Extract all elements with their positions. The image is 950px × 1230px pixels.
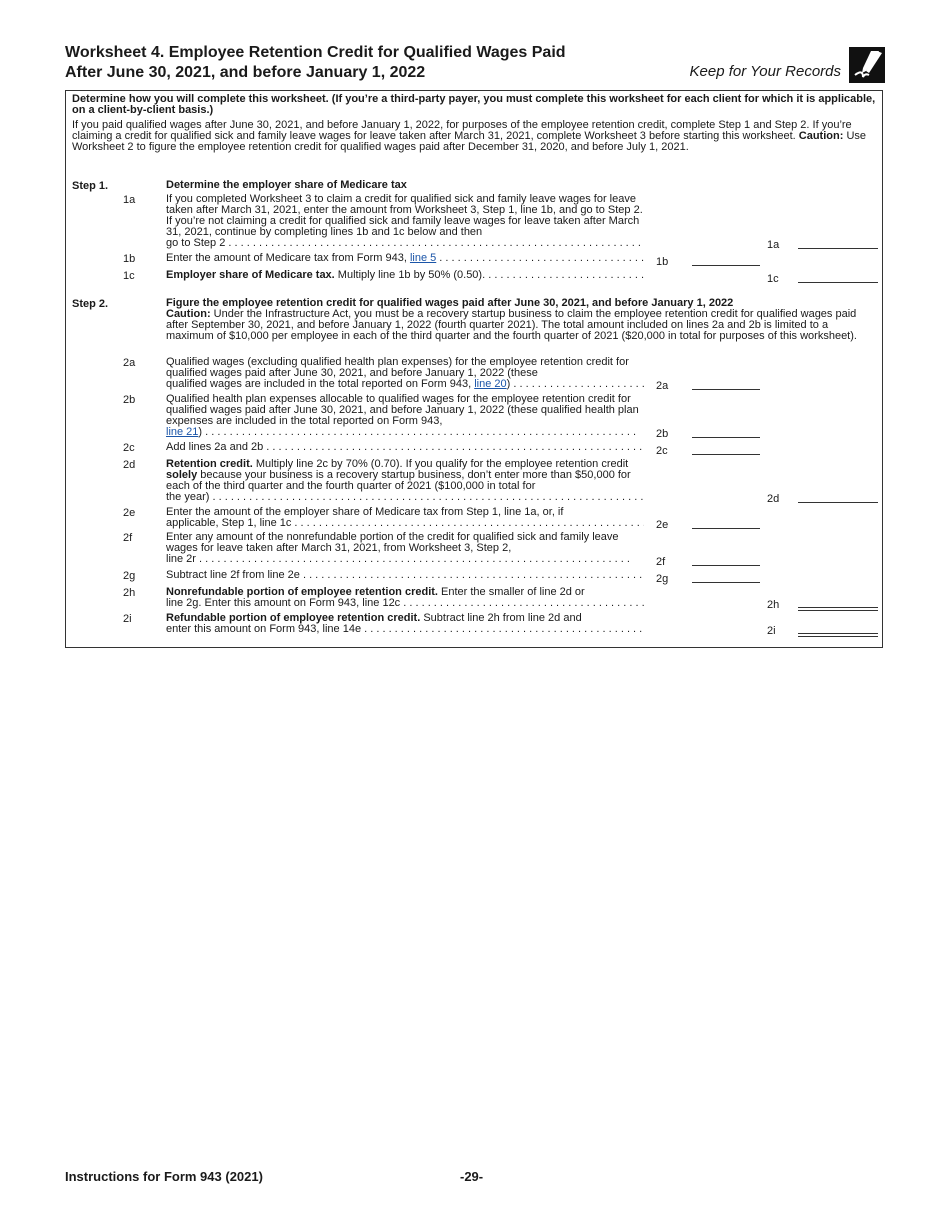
line-2d-body-a: Multiply line 2c by 70% (0.70). If you qualify for the employee retention credit (255, 458, 629, 470)
line-2f-text (166, 532, 646, 565)
intro-caution-label: Caution: (798, 130, 844, 142)
line-2i-last: enter this amount on Form 943, line 14e . . . (166, 624, 644, 635)
line-2i-text (166, 613, 646, 635)
worksheet-title-line2: After June 30, 2021, and before January 1, 2022 (65, 64, 426, 81)
step2-caution-text: Under the Infrastructure Act, you must be a recovery startup business to claim the employee retention credit for qualified wages paid after September 30, 2021, and before January 1, 2022 (fourth quarter 2021). The total amount included on lines 2a and 2b is limited to a maximum of $10,000 per employee in each of the third quarter and the fourth quarter of 2021 ($20,000 in total for purposes of this worksheet). (166, 308, 857, 342)
line-2b-link[interactable]: line 21 (166, 427, 199, 438)
line-2d-field[interactable] (798, 502, 878, 503)
line-2c-code: 2c (123, 442, 135, 454)
line-2d-code: 2d (123, 459, 136, 471)
line-2f-last: line 2r . . . (166, 554, 644, 565)
intro-bold: Determine how you will complete this worksheet. (If you’re a third-party payer, you must complete this worksheet for each client for which it is applicable, on a client-by-client basis.) (72, 93, 876, 116)
line-1b-code: 1b (123, 253, 136, 265)
line-2i-bold: Refundable portion of employee retention credit. (166, 612, 421, 624)
line-2c-field[interactable] (692, 454, 760, 455)
line-2a-last (166, 379, 644, 390)
line-2d-bold: Retention credit. (166, 458, 253, 470)
line-1a-field[interactable] (798, 248, 878, 249)
line-1c-field[interactable] (798, 282, 878, 283)
step2-label: Step 2. (72, 298, 109, 310)
step2-caution (166, 309, 866, 342)
line-1c-body (166, 270, 644, 281)
line-1c-bold: Employer share of Medicare tax. (166, 270, 335, 281)
line-2h-text (166, 587, 646, 609)
line-2d-body-b: because your business is a recovery startup business, don’t enter more than $50,000 for each of the third quarter and the fourth quarter of 2021 ($100,000 in total for (166, 469, 631, 492)
line-2e-code: 2e (123, 507, 136, 519)
line-2f-mid-code: 2f (656, 556, 666, 568)
line-2b-after: ) (198, 427, 203, 438)
line-2d-text (166, 459, 646, 503)
intro-text-a: If you paid qualified wages after June 30, 2021, and before January 1, 2022, for purposes of the employee retention credit, complete Step 1 and Step 2. If you’re claiming a credit for qualified sick and family leave wages for leave taken after March 31, 2021, complete Worksheet 3 before starting this worksheet. (72, 119, 852, 142)
line-2f-body: Enter any amount of the nonrefundable portion of the credit for qualified sick and family leave wages for leave taken after March 31, 2021, from Worksheet 3, Step 2, (166, 531, 619, 554)
line-2b-body: Qualified health plan expenses allocable to qualified wages for the employee retention credit for qualified wages paid after June 30, 2021, and before January 1, 2022 (these qualified health plan expenses are included in the total reported on Form 943, (166, 393, 639, 427)
line-2c-body: Add lines 2a and 2b . . . (166, 442, 644, 453)
step2-title: Figure the employee retention credit for qualified wages paid after June 30, 2021, and before January 1, 2022 (166, 297, 734, 309)
line-2g-code: 2g (123, 570, 136, 582)
line-2a-after: ) (506, 379, 511, 390)
line-1b-text (166, 253, 646, 264)
line-2a-field[interactable] (692, 389, 760, 390)
line-2d-last: the year) . . . (166, 492, 644, 503)
line-2e-mid-code: 2e (656, 519, 669, 531)
footer-page-number: -29- (460, 1169, 484, 1184)
line-2h-field[interactable] (798, 607, 878, 611)
line-2e-field[interactable] (692, 528, 760, 529)
step2-caution-label: Caution: (166, 308, 211, 320)
intro-text-b: Use Worksheet 2 to figure the employee retention credit for qualified wages paid after December 31, 2020, and before July 1, 2021. (72, 130, 867, 153)
line-2g-body: Subtract line 2f from line 2e . . . (166, 570, 644, 581)
line-2e-body: Enter the amount of the employer share of Medicare tax from Step 1, line 1a, or, if (166, 506, 564, 518)
line-1a-right-code: 1a (767, 239, 780, 251)
intro-block (72, 94, 878, 153)
line-2h-code: 2h (123, 587, 136, 599)
line-2g-field[interactable] (692, 582, 760, 583)
line-2i-right-code: 2i (767, 625, 776, 637)
line-2b-last (166, 427, 644, 438)
line-2a-link[interactable]: line 20 (474, 379, 507, 390)
line-2b-code: 2b (123, 394, 136, 406)
worksheet-title-line1: Worksheet 4. Employee Retention Credit for Qualified Wages Paid (65, 44, 566, 61)
line-2h-right-code: 2h (767, 599, 780, 611)
line-2f-code: 2f (123, 532, 133, 544)
step1-label: Step 1. (72, 180, 109, 192)
line-1b-field[interactable] (692, 265, 760, 266)
line-2a-mid-code: 2a (656, 380, 669, 392)
footer-form-name: Instructions for Form 943 (2021) (65, 1169, 263, 1184)
step1-title: Determine the employer share of Medicare tax (166, 179, 407, 191)
line-1b-link[interactable]: line 5 (409, 253, 437, 264)
line-2d-right-code: 2d (767, 493, 780, 505)
line-2i-code: 2i (123, 613, 132, 625)
line-1a-body: If you completed Worksheet 3 to claim a credit for qualified sick and family leave wages for leave taken after March 31, 2021, enter the amount from Worksheet 3, Step 1, line 1b, and go to Step 2. If you’re not claiming a credit for qualified sick and family leave wages for leave taken after March 31, 2021, continue by completing lines 1b and 1c below and then (166, 193, 643, 238)
line-2c-text (166, 442, 646, 453)
line-2e-text (166, 507, 646, 529)
line-1c-code: 1c (123, 270, 135, 282)
line-1b-body (166, 253, 644, 264)
line-1c-text (166, 270, 646, 281)
line-1a-code: 1a (123, 194, 136, 206)
line-2b-field[interactable] (692, 437, 760, 438)
line-1c-right-code: 1c (767, 273, 779, 285)
line-2f-field[interactable] (692, 565, 760, 566)
line-1a-text (166, 194, 646, 249)
keep-records-label: Keep for Your Records (689, 63, 841, 80)
line-2a-text (166, 357, 646, 390)
line-2h-body: Enter the smaller of line 2d or (441, 586, 585, 598)
intro-text (72, 120, 878, 153)
line-1c-label: Multiply line 1b by 50% (0.50). (337, 270, 486, 281)
line-2a-last-text: qualified wages are included in the total reported on Form 943, (166, 379, 472, 390)
line-2b-mid-code: 2b (656, 428, 669, 440)
line-2h-bold: Nonrefundable portion of employee retention credit. (166, 586, 438, 598)
line-2i-body: Subtract line 2h from line 2d and (423, 612, 582, 624)
worksheet-box (65, 90, 883, 648)
line-1a-last: go to Step 2 . . . (166, 238, 644, 249)
keep-records-icon (849, 47, 885, 83)
line-2g-text (166, 570, 646, 581)
line-2g-mid-code: 2g (656, 573, 669, 585)
worksheet-header (65, 43, 885, 85)
line-2a-body: Qualified wages (excluding qualified health plan expenses) for the employee retention credit for qualified wages paid after June 30, 2021, and before January 1, 2022 (these (166, 356, 629, 379)
line-1b-label: Enter the amount of Medicare tax from Form 943, (166, 253, 407, 264)
line-2e-last: applicable, Step 1, line 1c . . . (166, 518, 644, 529)
line-1b-mid-code: 1b (656, 256, 669, 268)
line-2d-solely: solely (166, 469, 198, 481)
line-2a-code: 2a (123, 357, 136, 369)
line-2i-field[interactable] (798, 633, 878, 637)
line-2b-text (166, 394, 646, 438)
line-2h-last: line 2g. Enter this amount on Form 943, line 12c . . . (166, 598, 644, 609)
line-2c-mid-code: 2c (656, 445, 668, 457)
